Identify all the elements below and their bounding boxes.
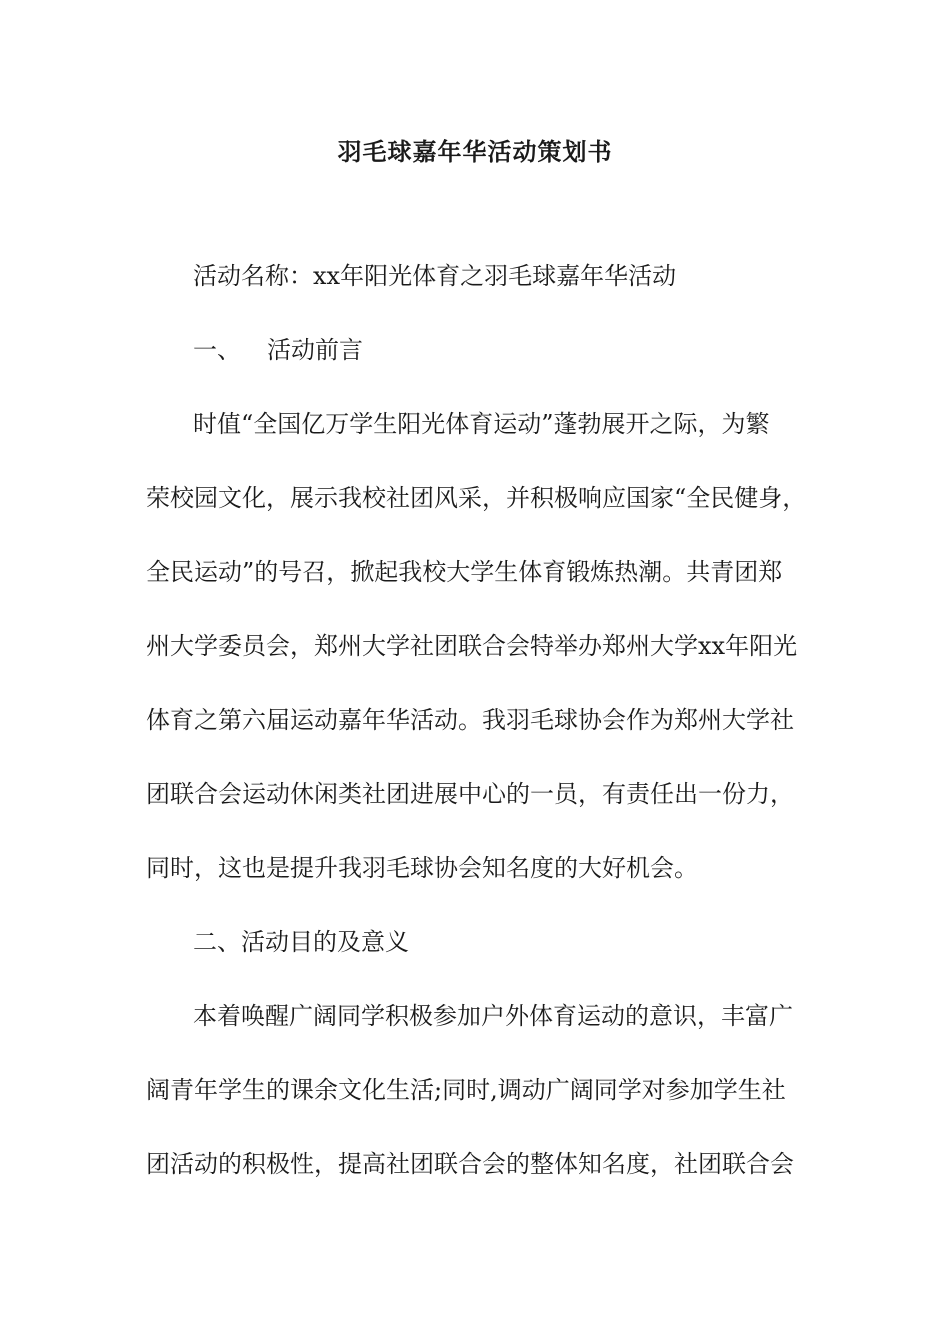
paragraph-line: 同时，这也是提升我羽毛球协会知名度的大好机会。 xyxy=(146,854,698,882)
section1-title: 活动前言 xyxy=(267,336,363,364)
activity-name-line: 活动名称：xx年阳光体育之羽毛球嘉年华活动 xyxy=(193,262,677,290)
section1-number: 一、 xyxy=(193,336,241,364)
document-title: 羽毛球嘉年华活动策划书 xyxy=(337,137,613,166)
paragraph-line: 全民运动”的号召，掀起我校大学生体育锻炼热潮。共青团郑 xyxy=(146,558,783,586)
paragraph-line: 团联合会运动休闲类社团进展中心的一员，有责任出一份力， xyxy=(146,780,794,808)
paragraph-line: 荣校园文化，展示我校社团风采，并积极响应国家“全民健身， xyxy=(146,484,807,512)
paragraph-line: 本着唤醒广阔同学积极参加户外体育运动的意识，丰富广 xyxy=(193,1002,793,1030)
section2-heading: 二、活动目的及意义 xyxy=(193,928,409,956)
paragraph-line: 阔青年学生的课余文化生活;同时,调动广阔同学对参加学生社 xyxy=(146,1076,786,1104)
paragraph-line: 团活动的积极性，提高社团联合会的整体知名度，社团联合会 xyxy=(146,1150,794,1178)
section1-heading xyxy=(193,334,873,366)
paragraph-line: 时值“全国亿万学生阳光体育运动”蓬勃展开之际，为繁 xyxy=(193,410,770,438)
paragraph-line: 体育之第六届运动嘉年华活动。我羽毛球协会作为郑州大学社 xyxy=(146,706,794,734)
paragraph-line: 州大学委员会，郑州大学社团联合会特举办郑州大学xx年阳光 xyxy=(146,632,798,660)
